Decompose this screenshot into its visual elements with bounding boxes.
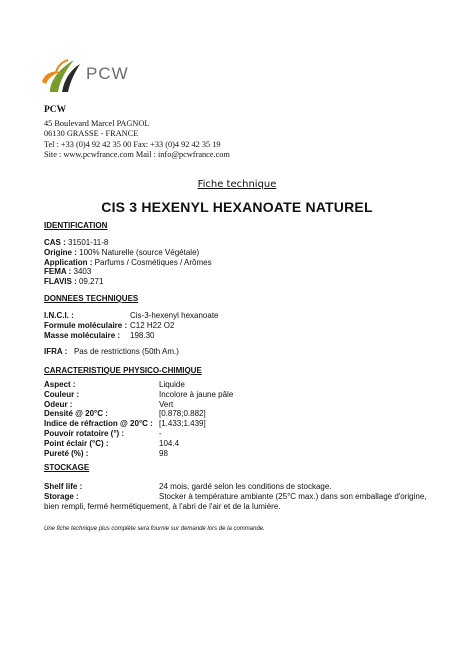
stockage-heading: STOCKAGE bbox=[44, 463, 90, 472]
physico-row: Aspect : Liquide bbox=[44, 380, 185, 389]
document-type: Fiche technique bbox=[197, 179, 277, 190]
stockage-list bbox=[44, 482, 444, 511]
physico-row: Pureté (%) : 98 bbox=[44, 448, 168, 458]
logo-text: PCW bbox=[86, 64, 129, 83]
physico-list bbox=[44, 380, 344, 458]
identification-row: FLAVIS : 09.271 bbox=[44, 277, 104, 287]
physico-row: Couleur : Incolore à jaune pâle bbox=[44, 389, 234, 399]
storage-row: Storage : Stocker à température ambiante (25°C max.) dans son emballage d'origine, bbox=[44, 491, 427, 501]
site-mail-line: Site : www.pcwfrance.com Mail : info@pcwfrance.com bbox=[44, 149, 230, 159]
tel-fax-line: Tel : +33 (0)4 92 42 35 00 Fax: +33 (0)4 92 42 35 19 bbox=[44, 139, 221, 149]
donnees-list bbox=[44, 311, 304, 340]
footnote: Une fiche technique plus complète sera fournie sur demande lors de la commande. bbox=[44, 526, 265, 532]
address-line-2: 06130 GRASSE - FRANCE bbox=[44, 129, 139, 139]
shelf-life-row: Shelf life : 24 mois, gardé selon les conditions de stockage. bbox=[44, 482, 332, 491]
company-block bbox=[44, 105, 230, 160]
donnees-heading: DONNEES TECHNIQUES bbox=[44, 294, 139, 303]
address-line-1: 45 Boulevard Marcel PAGNOL bbox=[44, 119, 150, 129]
identification-heading: IDENTIFICATION bbox=[44, 221, 108, 230]
identification-row: Origine : 100% Naturelle (source Végétale) bbox=[44, 247, 200, 257]
physico-heading: CARACTERISTIQUE PHYSICO-CHIMIQUE bbox=[44, 366, 202, 375]
company-name: PCW bbox=[44, 105, 67, 115]
document-title: CIS 3 HEXENYL HEXANOATE NATUREL bbox=[101, 199, 373, 215]
physico-row: Point éclair (°C) : 104.4 bbox=[44, 438, 180, 448]
physico-row: Odeur : Vert bbox=[44, 399, 174, 409]
identification-row: FEMA : 3403 bbox=[44, 267, 92, 277]
physico-row: Indice de réfraction @ 20°C : [1.433;1.439] bbox=[44, 419, 206, 429]
donnees-row: Formule moléculaire : C12 H22 O2 bbox=[44, 320, 175, 330]
storage-continuation: bien rempli, fermé hermétiquement, à l'abri de l'air et de la lumière. bbox=[44, 501, 281, 511]
donnees-row: Masse moléculaire : 198.30 bbox=[44, 330, 155, 340]
identification-list bbox=[44, 238, 212, 287]
ifra-row: IFRA : Pas de restrictions (50th Am.) bbox=[44, 347, 179, 356]
identification-row: CAS : 31501-11-8 bbox=[44, 238, 109, 247]
physico-row: Densité @ 20°C : [0.878;0.882] bbox=[44, 409, 206, 419]
identification-row: Application : Parfums / Cosmétiques / Arômes bbox=[44, 257, 212, 267]
physico-row: Pouvoir rotatoire (°) : - bbox=[44, 428, 162, 438]
donnees-row: I.N.C.I. : Cis-3-hexenyl hexanoate bbox=[44, 311, 219, 320]
